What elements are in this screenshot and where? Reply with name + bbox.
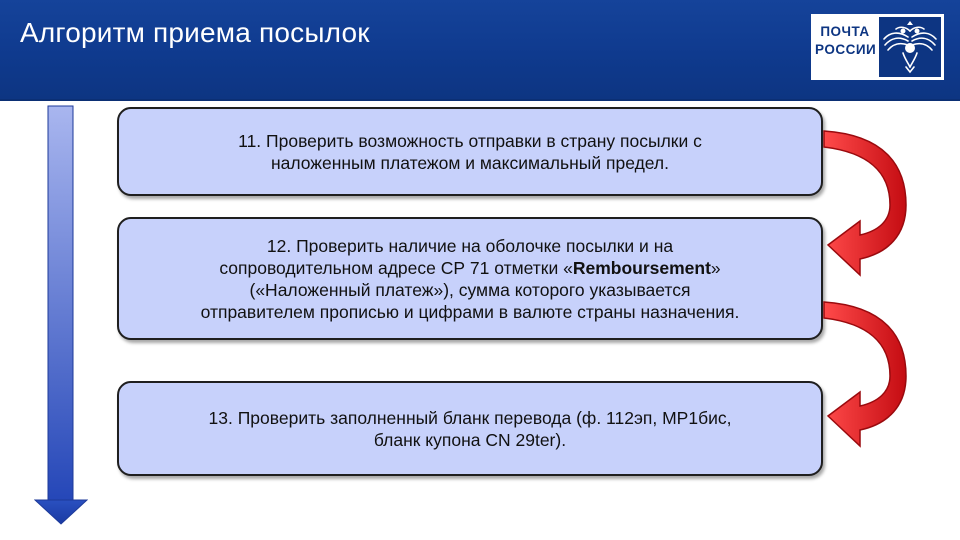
step-12-line-1: 12. Проверить наличие на оболочке посылки и на xyxy=(266,235,674,256)
curved-arrow-icon xyxy=(820,296,912,466)
arrow-down-icon xyxy=(34,104,88,526)
double-headed-eagle-icon xyxy=(879,17,941,77)
logo-text-line1: ПОЧТА xyxy=(820,24,870,39)
step-11-box xyxy=(117,107,823,196)
step-13-box xyxy=(117,381,823,476)
step-12-line-3: («Наложенный платеж»), сумма которого указывается xyxy=(249,279,691,300)
header-bar xyxy=(0,0,960,101)
step-13-line-2: бланк купона CN 29ter). xyxy=(373,429,567,450)
step-11-line-2: наложенным платежом и максимальный предел. xyxy=(270,152,670,173)
step-13-line-1: 13. Проверить заполненный бланк перевода (ф. 112эп, МР1бис, xyxy=(208,407,732,428)
russian-post-logo xyxy=(811,14,944,80)
step-12-line-2-before: сопроводительном адресе СР 71 отметки « xyxy=(219,257,573,278)
step-11-line-1: 11. Проверить возможность отправки в страну посылки с xyxy=(238,130,702,151)
step-12-line-2-after: » xyxy=(710,257,721,278)
curved-arrow-icon xyxy=(820,125,912,295)
step-12-line-2-bold: Remboursement xyxy=(572,257,711,278)
logo-text-line2: РОССИИ xyxy=(815,42,877,57)
step-12-line-4: отправителем прописью и цифрами в валюте страны назначения. xyxy=(200,301,740,322)
step-12-box xyxy=(117,217,823,340)
page-title: Алгоритм приема посылок xyxy=(20,17,370,48)
logo-text xyxy=(815,23,875,59)
